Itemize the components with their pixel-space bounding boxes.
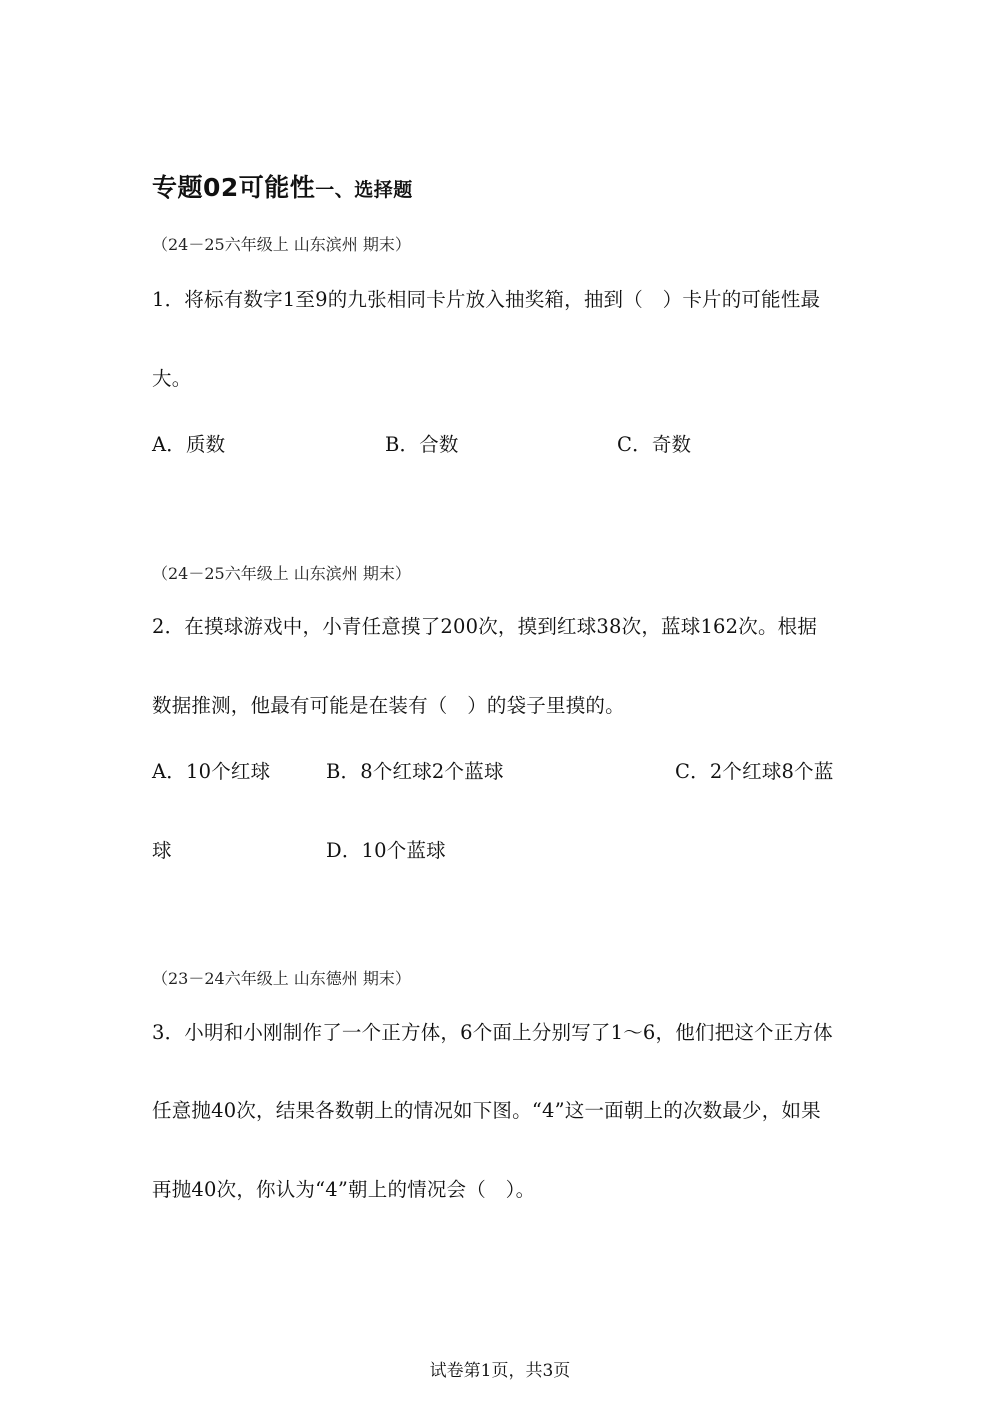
question-2-source: （24－25六年级上 山东滨州 期末） (152, 564, 411, 583)
question-2-option-b: B．8个红球2个蓝球 (326, 760, 504, 783)
page-footer: 试卷第1页，共3页 (429, 1361, 571, 1381)
question-3-source: （23－24六年级上 山东德州 期末） (152, 969, 411, 988)
question-1-option-a: A．质数 (152, 433, 226, 456)
question-2-stem-line-1: 2．在摸球游戏中，小青任意摸了200次，摸到红球38次，蓝球162次。根据 (152, 615, 818, 638)
question-1-option-c: C．奇数 (617, 433, 692, 456)
section-heading: 一、选择题 (315, 179, 413, 201)
page-title (152, 168, 413, 204)
question-2-option-a: A．10个红球 (152, 760, 271, 783)
question-2-option-d: D．10个蓝球 (326, 839, 446, 862)
question-3-stem-line-2: 任意抛40次，结果各数朝上的情况如下图。“4”这一面朝上的次数最少，如果 (152, 1099, 821, 1122)
question-2-option-c: C．2个红球8个蓝 (675, 760, 834, 783)
question-1-stem-line-1: 1．将标有数字1至9的九张相同卡片放入抽奖箱，抽到（ ）卡片的可能性最 (152, 288, 821, 311)
question-3-stem-line-1: 3．小明和小刚制作了一个正方体，6个面上分别写了1～6，他们把这个正方体 (152, 1021, 833, 1044)
title-main: 专题02可能性 (152, 173, 316, 202)
question-2-stem-line-2: 数据推测，他最有可能是在装有（ ）的袋子里摸的。 (152, 694, 625, 717)
question-1-option-b: B．合数 (385, 433, 459, 456)
question-2-option-c-continued: 球 (152, 839, 172, 862)
question-1-stem-line-2: 大。 (152, 367, 192, 390)
question-1-source: （24－25六年级上 山东滨州 期末） (152, 235, 411, 254)
question-3-stem-line-3: 再抛40次，你认为“4”朝上的情况会（ ）。 (152, 1178, 536, 1201)
